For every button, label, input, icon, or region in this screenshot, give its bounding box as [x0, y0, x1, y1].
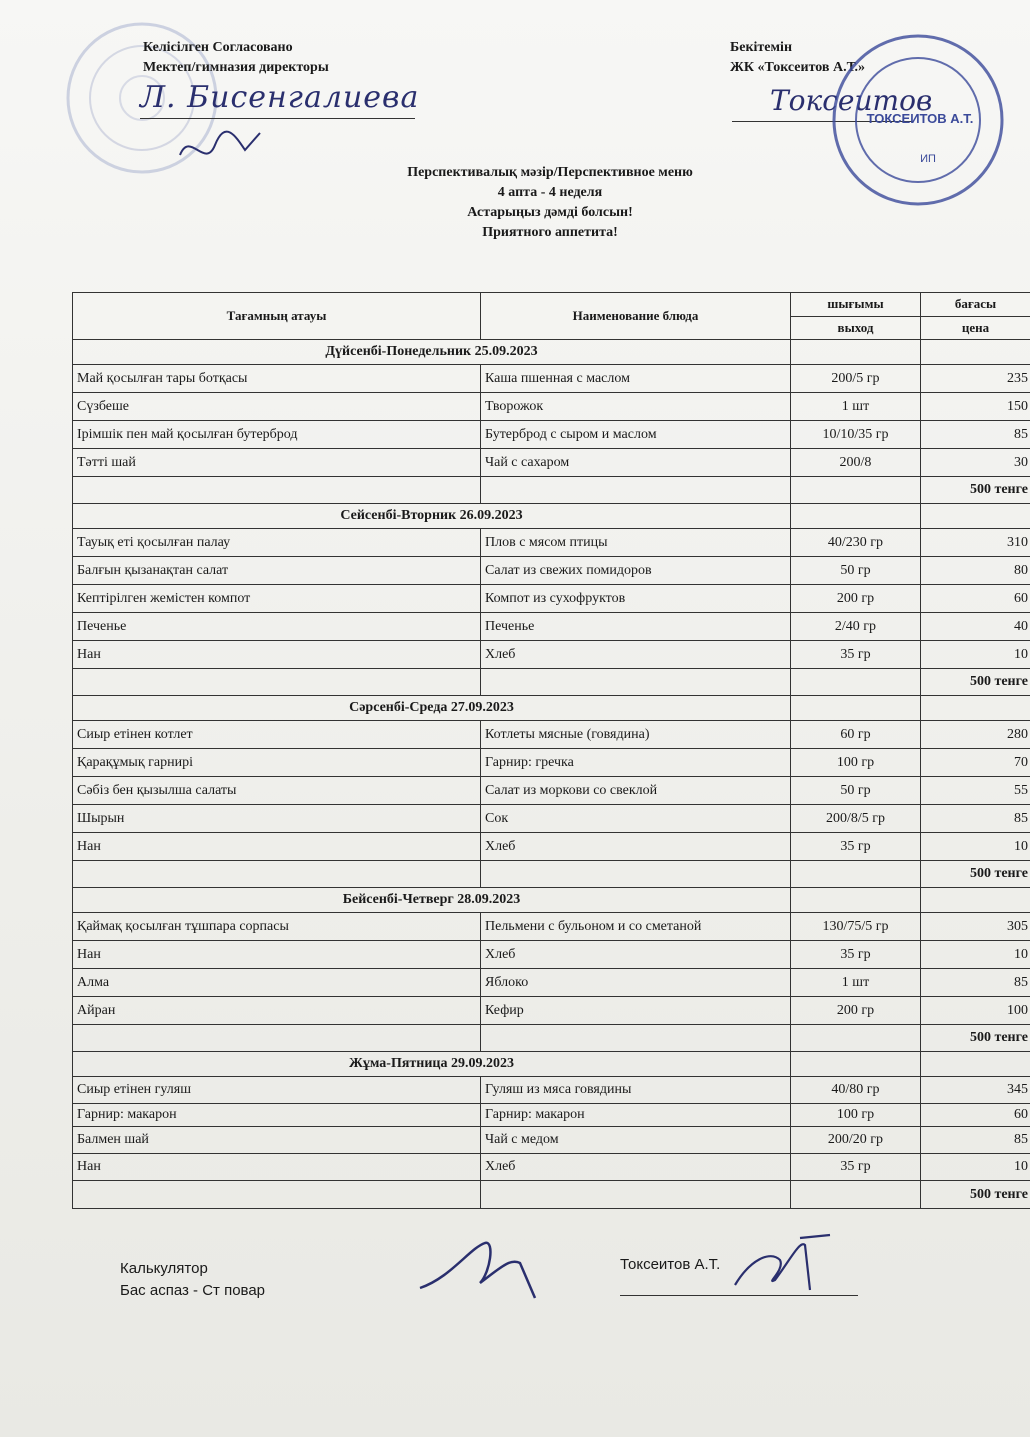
- table-row: [73, 777, 1030, 805]
- day-title: Жұма-Пятница 29.09.2023: [73, 1052, 791, 1077]
- total-row: [73, 669, 1030, 696]
- dish-kz: Нан: [73, 941, 481, 969]
- table-row: [73, 913, 1030, 941]
- table-row: [73, 1127, 1030, 1154]
- table-row: [73, 613, 1030, 641]
- dish-price: 10: [921, 1154, 1030, 1181]
- dish-output: 200/8/5 гр: [791, 805, 921, 833]
- agreement-title: Келісілген Согласовано: [143, 40, 293, 55]
- dish-ru: Гарнир: гречка: [481, 749, 791, 777]
- dish-kz: Сәбіз бен қызылша салаты: [73, 777, 481, 805]
- dish-ru: Компот из сухофруктов: [481, 585, 791, 613]
- dish-price: 60: [921, 1104, 1030, 1127]
- footer-signature: [730, 1230, 840, 1300]
- dish-ru: Чай с сахаром: [481, 449, 791, 477]
- day-total: 500 тенге: [921, 669, 1030, 696]
- dish-price: 55: [921, 777, 1030, 805]
- dish-kz: Сүзбеше: [73, 393, 481, 421]
- total-row: [73, 477, 1030, 504]
- dish-output: 100 гр: [791, 1104, 921, 1127]
- dish-price: 100: [921, 997, 1030, 1025]
- dish-output: 50 гр: [791, 777, 921, 805]
- dish-price: 310: [921, 529, 1030, 557]
- dish-output: 35 гр: [791, 1154, 921, 1181]
- header-price-kz: бағасы: [921, 293, 1030, 317]
- table-row: [73, 393, 1030, 421]
- dish-ru: Салат из свежих помидоров: [481, 557, 791, 585]
- menu-title-line4: Приятного аппетита!: [482, 225, 618, 240]
- dish-kz: Май қосылған тары ботқасы: [73, 365, 481, 393]
- dish-kz: Тауық еті қосылған палау: [73, 529, 481, 557]
- day-total: 500 тенге: [921, 1025, 1030, 1052]
- dish-kz: Балмен шай: [73, 1127, 481, 1154]
- dish-kz: Тәтті шай: [73, 449, 481, 477]
- approver-signature: Токсеитов: [770, 84, 933, 117]
- dish-kz: Ірімшік пен май қосылған бутерброд: [73, 421, 481, 449]
- dish-output: 1 шт: [791, 969, 921, 997]
- table-row: [73, 365, 1030, 393]
- dish-kz: Сиыр етінен гуляш: [73, 1077, 481, 1104]
- header-kz-name: Тағамның атауы: [73, 293, 481, 340]
- day-title: Сейсенбі-Вторник 26.09.2023: [73, 504, 791, 529]
- table-row: [73, 529, 1030, 557]
- dish-price: 10: [921, 941, 1030, 969]
- footer-name: Токсеитов А.Т.: [620, 1256, 721, 1273]
- day-total: 500 тенге: [921, 477, 1030, 504]
- day-row: [73, 1052, 1030, 1077]
- dish-output: 50 гр: [791, 557, 921, 585]
- dish-ru: Печенье: [481, 613, 791, 641]
- stamp-name: ТОКСЕИТОВ А.Т.: [866, 111, 974, 126]
- day-row: [73, 504, 1030, 529]
- dish-output: 200/8: [791, 449, 921, 477]
- dish-output: 200 гр: [791, 997, 921, 1025]
- approval-entity: ЖК «Токсеитов А.Т.»: [730, 60, 866, 75]
- table-row: [73, 997, 1030, 1025]
- header-ru-name: Наименование блюда: [481, 293, 791, 340]
- dish-ru: Каша пшенная с маслом: [481, 365, 791, 393]
- dish-output: 2/40 гр: [791, 613, 921, 641]
- dish-ru: Хлеб: [481, 833, 791, 861]
- header-output-kz: шығымы: [791, 293, 921, 317]
- table-row: [73, 805, 1030, 833]
- dish-output: 35 гр: [791, 641, 921, 669]
- director-signature-line: [140, 118, 415, 119]
- footer-roles: [120, 1258, 265, 1302]
- dish-output: 1 шт: [791, 393, 921, 421]
- dish-output: 40/230 гр: [791, 529, 921, 557]
- dish-price: 60: [921, 585, 1030, 613]
- dish-kz: Нан: [73, 1154, 481, 1181]
- day-row: [73, 888, 1030, 913]
- table-row: [73, 641, 1030, 669]
- footer-calculator: Калькулятор: [120, 1260, 208, 1277]
- dish-output: 60 гр: [791, 721, 921, 749]
- dish-kz: Қарақұмық гарнирі: [73, 749, 481, 777]
- table-row: [73, 1104, 1030, 1127]
- dish-price: 85: [921, 1127, 1030, 1154]
- table-row: [73, 721, 1030, 749]
- dish-ru: Плов с мясом птицы: [481, 529, 791, 557]
- director-signature-scribble: [175, 125, 265, 175]
- dish-output: 130/75/5 гр: [791, 913, 921, 941]
- table-row: [73, 833, 1030, 861]
- dish-price: 30: [921, 449, 1030, 477]
- dish-output: 35 гр: [791, 833, 921, 861]
- dish-ru: Пельмени с бульоном и со сметаной: [481, 913, 791, 941]
- dish-ru: Сок: [481, 805, 791, 833]
- dish-price: 10: [921, 833, 1030, 861]
- dish-kz: Нан: [73, 833, 481, 861]
- table-row: [73, 1154, 1030, 1181]
- dish-ru: Котлеты мясные (говядина): [481, 721, 791, 749]
- day-row: [73, 696, 1030, 721]
- dish-ru: Гуляш из мяса говядины: [481, 1077, 791, 1104]
- dish-price: 85: [921, 969, 1030, 997]
- director-signature: Л. Бисенгалиева: [140, 80, 420, 115]
- table-row: [73, 941, 1030, 969]
- dish-price: 40: [921, 613, 1030, 641]
- dish-ru: Кефир: [481, 997, 791, 1025]
- dish-price: 85: [921, 421, 1030, 449]
- dish-ru: Хлеб: [481, 941, 791, 969]
- day-total: 500 тенге: [921, 1181, 1030, 1209]
- table-row: [73, 421, 1030, 449]
- dish-kz: Нан: [73, 641, 481, 669]
- menu-title-line1: Перспективалық мәзір/Перспективное меню: [407, 165, 693, 180]
- agreement-block: [143, 38, 329, 78]
- dish-ru: Творожок: [481, 393, 791, 421]
- table-row: [73, 449, 1030, 477]
- table-row: [73, 557, 1030, 585]
- agreement-role: Мектеп/гимназия директоры: [143, 60, 329, 75]
- dish-ru: Бутерброд с сыром и маслом: [481, 421, 791, 449]
- ip-stamp: [828, 30, 1008, 210]
- dish-price: 150: [921, 393, 1030, 421]
- dish-kz: Айран: [73, 997, 481, 1025]
- day-title: Сәрсенбі-Среда 27.09.2023: [73, 696, 791, 721]
- menu-title: [300, 163, 800, 243]
- dish-output: 200/5 гр: [791, 365, 921, 393]
- dish-kz: Гарнир: макарон: [73, 1104, 481, 1127]
- dish-output: 100 гр: [791, 749, 921, 777]
- dish-kz: Шырын: [73, 805, 481, 833]
- total-row: [73, 861, 1030, 888]
- dish-price: 85: [921, 805, 1030, 833]
- table-row: [73, 749, 1030, 777]
- dish-price: 305: [921, 913, 1030, 941]
- dish-output: 35 гр: [791, 941, 921, 969]
- dish-price: 235: [921, 365, 1030, 393]
- dish-price: 70: [921, 749, 1030, 777]
- approval-title: Бекітемін: [730, 40, 793, 55]
- table-header-row: [73, 293, 1030, 317]
- dish-ru: Гарнир: макарон: [481, 1104, 791, 1127]
- chef-signature: [410, 1228, 550, 1308]
- dish-price: 345: [921, 1077, 1030, 1104]
- stamp-type: ИП: [920, 153, 936, 165]
- table-row: [73, 1077, 1030, 1104]
- dish-kz: Сиыр етінен котлет: [73, 721, 481, 749]
- total-row: [73, 1025, 1030, 1052]
- table-row: [73, 585, 1030, 613]
- dish-output: 10/10/35 гр: [791, 421, 921, 449]
- day-title: Бейсенбі-Четверг 28.09.2023: [73, 888, 791, 913]
- menu-title-line3: Астарыңыз дәмді болсын!: [467, 205, 633, 220]
- day-title: Дүйсенбі-Понедельник 25.09.2023: [73, 340, 791, 365]
- header-output-ru: выход: [791, 316, 921, 340]
- day-row: [73, 340, 1030, 365]
- dish-price: 80: [921, 557, 1030, 585]
- dish-ru: Чай с медом: [481, 1127, 791, 1154]
- dish-output: 200 гр: [791, 585, 921, 613]
- dish-kz: Печенье: [73, 613, 481, 641]
- dish-kz: Алма: [73, 969, 481, 997]
- dish-price: 280: [921, 721, 1030, 749]
- dish-kz: Кептірілген жемістен компот: [73, 585, 481, 613]
- day-total: 500 тенге: [921, 861, 1030, 888]
- dish-price: 10: [921, 641, 1030, 669]
- menu-table: [72, 292, 1030, 1209]
- dish-ru: Хлеб: [481, 1154, 791, 1181]
- table-row: [73, 969, 1030, 997]
- dish-kz: Қаймақ қосылған тұшпара сорпасы: [73, 913, 481, 941]
- dish-kz: Балғын қызанақтан салат: [73, 557, 481, 585]
- dish-ru: Яблоко: [481, 969, 791, 997]
- header-price-ru: цена: [921, 316, 1030, 340]
- dish-ru: Хлеб: [481, 641, 791, 669]
- dish-output: 200/20 гр: [791, 1127, 921, 1154]
- total-row: [73, 1181, 1030, 1209]
- footer-chef: Бас аспаз - Ст повар: [120, 1282, 266, 1299]
- dish-ru: Салат из моркови со свеклой: [481, 777, 791, 805]
- dish-output: 40/80 гр: [791, 1077, 921, 1104]
- menu-title-line2: 4 апта - 4 неделя: [497, 185, 603, 200]
